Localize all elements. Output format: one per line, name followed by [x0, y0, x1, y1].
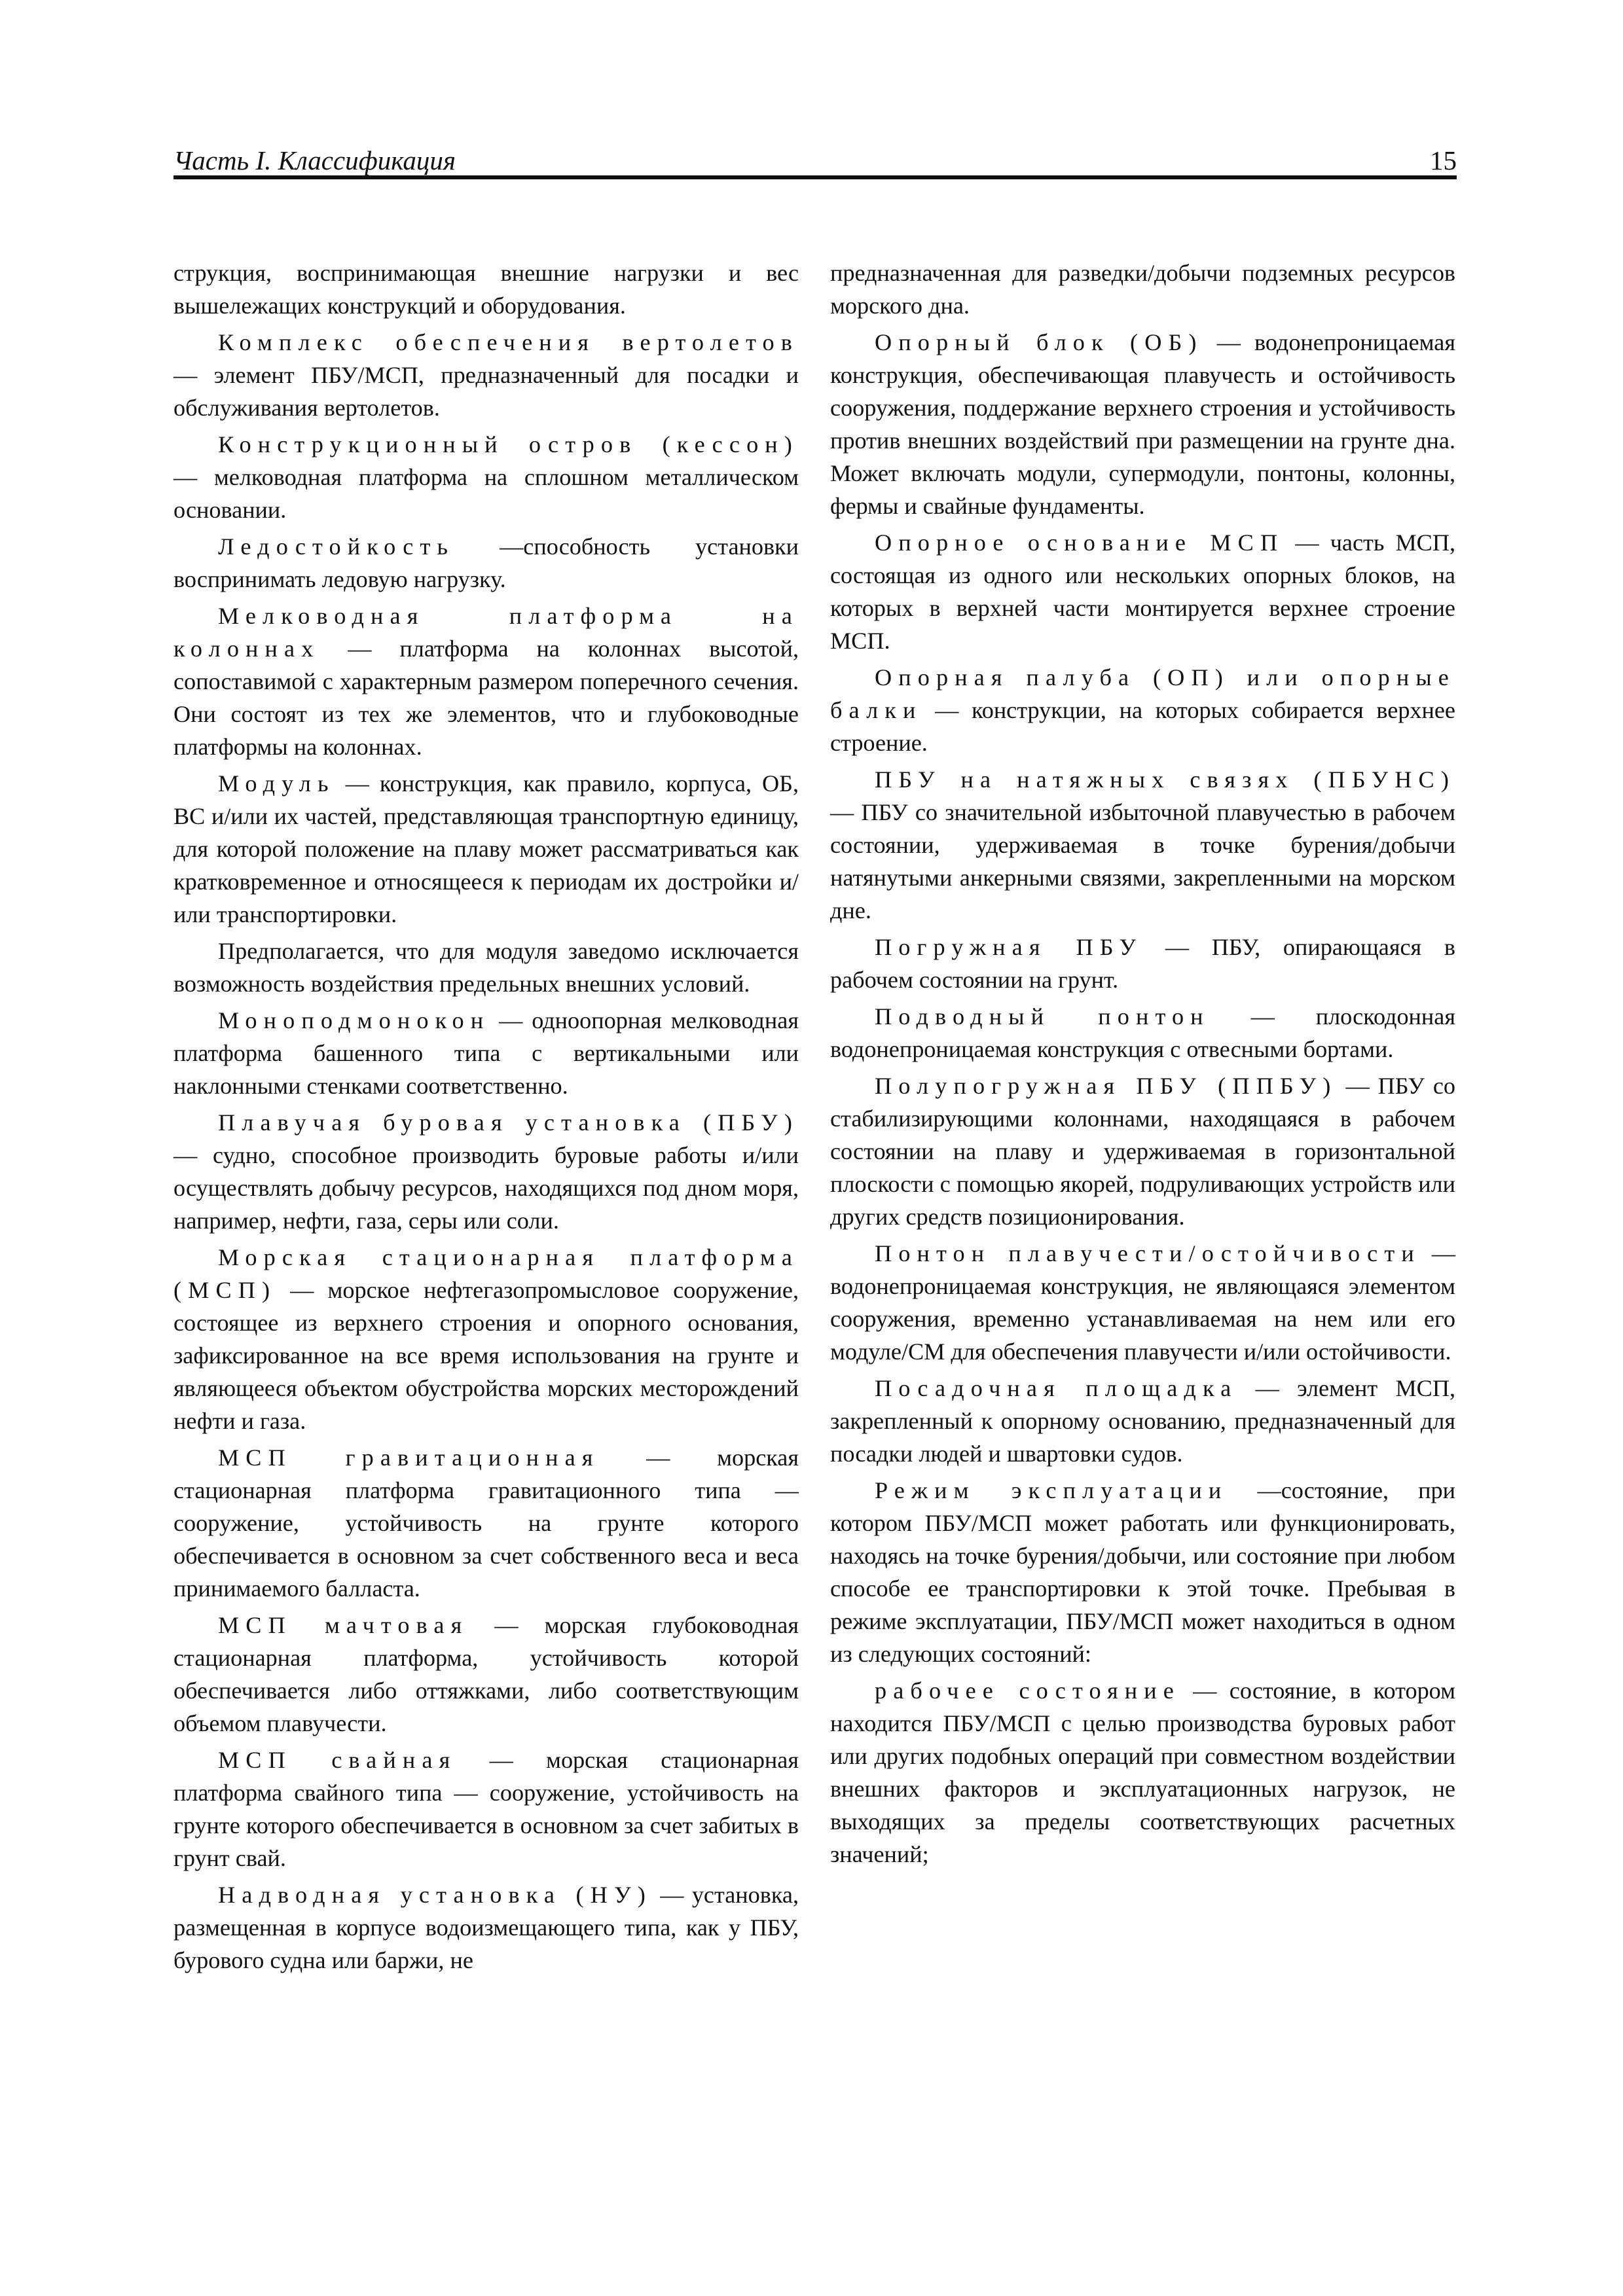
definition-text: — установка, размещенная в корпусе водоизмещающего типа, как у ПБУ, бурового судна или баржи, не [173, 1882, 799, 1973]
definition [173, 600, 799, 763]
definition-text: — ПБУ со стабилизирующими колоннами, находящаяся в рабочем состоянии на плаву и удерживаемая в горизонтальной плоскости с помощью якорей, подруливающих устройств или других средств позиционирования. [830, 1073, 1455, 1230]
definition-text: — морское нефтегазопромысловое сооружение, состоящее из верхнего строения и опорного основания, зафиксированное на все время использования на грунте и являющееся объектом обустройства морских месторождений нефти и газа. [173, 1277, 799, 1434]
definition-term: Подводный понтон [875, 1003, 1210, 1030]
definition-term: Моноподмонокон [218, 1007, 490, 1033]
running-header-title: Часть I. Классификация [173, 145, 456, 175]
definition [173, 1441, 799, 1605]
definition-term: рабочее состояние [875, 1677, 1180, 1704]
paragraph [173, 935, 799, 1000]
definition-text: — ПБУ, опирающаяся в рабочем состоянии на грунт. [830, 934, 1455, 993]
definition-text: — водонепроницаемая конструкция, не являющаяся элементом сооружения, временно устанавливаемая на нем или его модуле/СМ для обеспечения плавучести и/или остойчивости. [830, 1240, 1456, 1365]
definition-term: МСП гравитационная [218, 1444, 600, 1471]
paragraph: струкция, воспринимающая внешние нагрузки и вес вышележащих конструкций и оборудования. [173, 260, 799, 319]
definition-term: Мелководная платформа на колоннах [173, 603, 799, 662]
left-column [173, 257, 799, 1977]
paragraph-text: предназначенная для разведки/добычи подземных ресурсов морского дна. [830, 260, 1455, 319]
definition-text: — судно, способное производить буровые работы и/или осуществлять добычу ресурсов, находящихся под дном моря, например, нефти, газа, серы или соли. [173, 1142, 799, 1234]
definition [830, 1674, 1455, 1871]
right-column [830, 257, 1455, 1871]
definition-text: — часть МСП, состоящая из одного или нескольких опорных блоков, на которых в верхней части монтируется верхнее строение МСП. [830, 529, 1455, 654]
definition [830, 661, 1455, 759]
definition [830, 931, 1455, 996]
definition-term: Полупогружная ПБУ (ППБУ) [875, 1073, 1338, 1099]
definition [830, 1237, 1455, 1368]
definition-text: —состояние, при котором ПБУ/МСП может работать или функционировать, находясь на точке бурения/добычи, или состояние при любом способе ее транспортировки к этой точке. Пребывая в режиме эксплуатации, ПБУ/МСП может находиться в одном из следующих состояний: [830, 1477, 1455, 1667]
definition-text: — водонепроницаемая конструкция, обеспечивающая плавучесть и остойчивость сооружения, поддержание верхнего строения и устойчивость против внешних воздействий при размещении на грунте дна. Может включать модули, супермодули, понтоны, колонны, фермы и свайные фундаменты. [830, 329, 1455, 519]
definition-term: Понтон плавучести/остойчивости [875, 1240, 1421, 1266]
definition-text: — морская глубоководная стационарная платформа, устойчивость которой обеспечивается либо оттяжками, либо соответствующим объемом плавучести. [173, 1612, 799, 1736]
definition-term: Посадочная площадка [875, 1375, 1238, 1401]
definition [173, 1241, 799, 1437]
definition-term: Комплекс обеспечения вертолетов [218, 329, 799, 355]
definition-term: Ледостойкость [218, 533, 455, 560]
definition [173, 326, 799, 424]
definition-term: Конструкционный остров (кессон) [218, 431, 799, 457]
definition-text: — плоскодонная водонепроницаемая конструкция с отвесными бортами. [830, 1003, 1455, 1062]
definition-term: Плавучая буровая установка (ПБУ) [218, 1109, 799, 1136]
definition [173, 1878, 799, 1977]
header-rule [173, 175, 1457, 179]
definition-term: МСП свайная [218, 1747, 457, 1773]
definition-term: Морская стационарная платформа (МСП) [173, 1244, 799, 1303]
definition-term: Режим эксплуатации [875, 1477, 1228, 1503]
definition-text: — элемент ПБУ/МСП, предназначенный для посадки и обслуживания вертолетов. [173, 362, 799, 421]
definition-text: — морская стационарная платформа гравитационного типа — сооружение, устойчивость на грунте которого обеспечивается в основном за счет собственного веса и веса принимаемого балласта. [173, 1444, 799, 1602]
paragraph-text: Предполагается, что для модуля заведомо исключается возможность воздействия предельных внешних условий. [173, 938, 799, 997]
definition-text: — платформа на колоннах высотой, сопоставимой с характерным размером поперечного сечения. Они состоят из тех же элементов, что и глубоководные платформы на колоннах. [173, 636, 799, 760]
definition-term: ПБУ на натяжных связях (ПБУНС) [875, 766, 1455, 793]
definition-text: —способность установки воспринимать ледовую нагрузку. [173, 533, 799, 592]
definition-term: Надводная установка (НУ) [218, 1882, 652, 1908]
definition-term: Модуль [218, 770, 335, 797]
definition-term: МСП мачтовая [218, 1612, 469, 1638]
definition-text: — морская стационарная платформа свайного типа — сооружение, устойчивость на грунте которого обеспечивается в основном за счет забитых в грунт свай. [173, 1747, 799, 1871]
definition [173, 767, 799, 931]
definition [173, 530, 799, 596]
definition-text: — одноопорная мелководная платформа башенного типа с вертикальными или наклонными стенками соответственно. [173, 1007, 799, 1099]
definition [830, 326, 1455, 522]
definition-text: — состояние, в котором находится ПБУ/МСП с целью производства буровых работ или других подобных операций при совместном воздействии внешних факторов и эксплуатационных нагрузок, не выходящих за пределы соответствующих расчетных значений; [830, 1677, 1455, 1867]
definition-text: — элемент МСП, закрепленный к опорному основанию, предназначенный для посадки людей и швартовки судов. [830, 1375, 1456, 1467]
definition [830, 526, 1455, 657]
definition [173, 428, 799, 526]
definition [830, 763, 1455, 927]
definition [830, 1474, 1455, 1670]
definition-text: — мелководная платформа на сплошном металлическом основании. [173, 464, 799, 523]
paragraph [830, 257, 1455, 322]
running-header [173, 144, 1457, 177]
definition [830, 1000, 1455, 1066]
definition [173, 1744, 799, 1874]
page-number: 15 [1430, 145, 1457, 175]
definition-term: Опорный блок (ОБ) [875, 329, 1203, 355]
definition [173, 1609, 799, 1740]
definition-text: — ПБУ со значительной избыточной плавучестью в рабочем состоянии, удерживаемая в точке бурения/добычи натянутыми анкерными связями, закрепленными на морском дне. [830, 799, 1455, 924]
definition-term: Опорное основание МСП [875, 529, 1285, 556]
definition [830, 1069, 1455, 1233]
definition [830, 1372, 1455, 1470]
definition-term: Погружная ПБУ [875, 934, 1143, 960]
definition [173, 1004, 799, 1102]
definition-text: — конструкция, как правило, корпуса, ОБ, ВС и/или их частей, представляющая транспортную единицу, для которой положение на плаву может рассматриваться как кратковременное и относящееся к периодам их достройки и/или транспортировки. [173, 770, 799, 927]
definition-term: Опорная палуба (ОП) или опорные балки [830, 664, 1455, 723]
definition-text: — конструкции, на которых собирается верхнее строение. [830, 697, 1455, 756]
definition [173, 1106, 799, 1237]
